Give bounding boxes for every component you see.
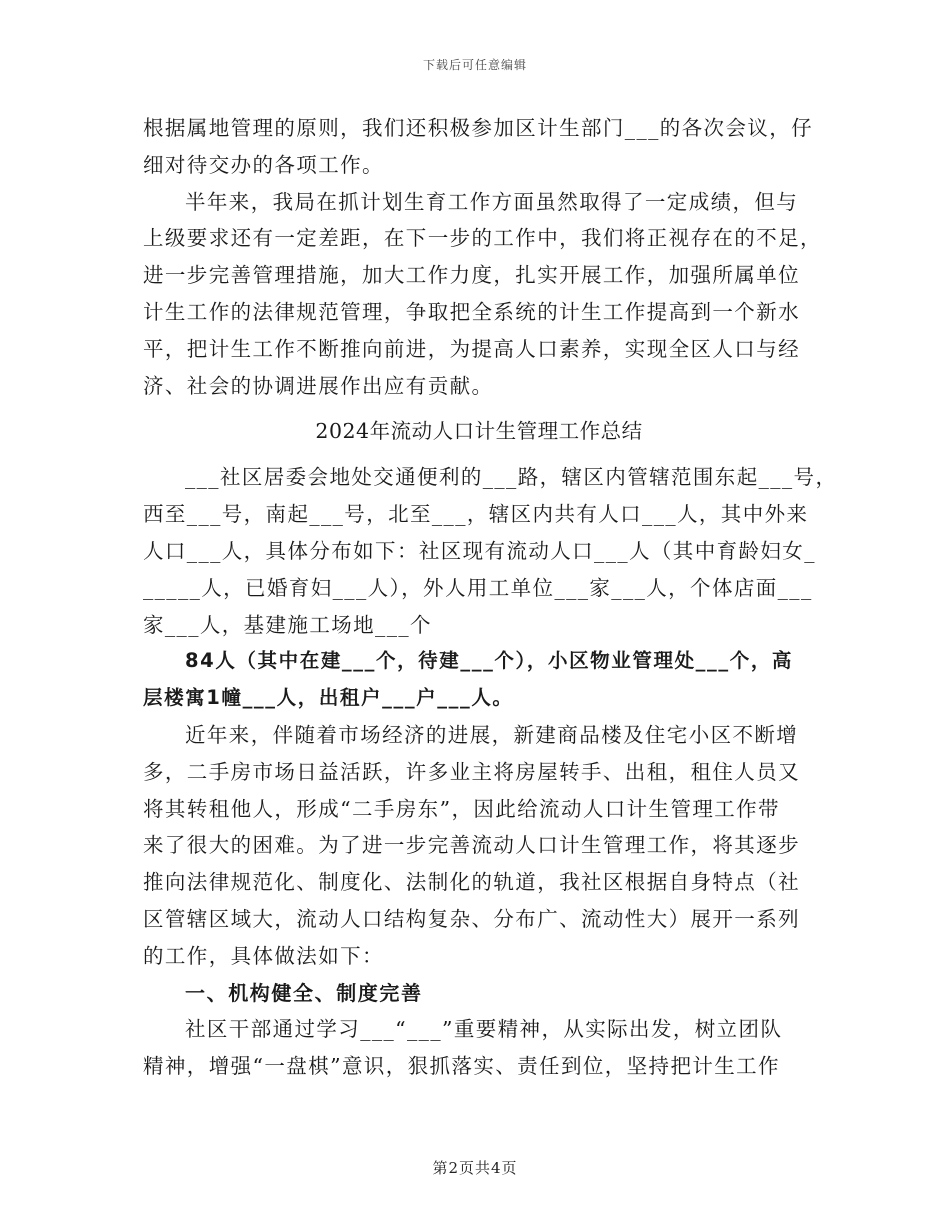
text-line: 人口___人，具体分布如下：社区现有流动人口___人（其中育龄妇女_ <box>143 538 816 563</box>
text-line: 推向法律规范化、制度化、法制化的轨道，我社区根据自身特点（社 <box>143 870 800 895</box>
text-line: 区管辖区域大，流动人口结构复杂、分布广、流动性大）展开一系列 <box>143 906 800 931</box>
text-line: 半年来，我局在抓计划生育工作方面虽然取得了一定成绩，但与 <box>185 189 799 214</box>
text-line: 将其转租他人，形成“二手房东”，因此给流动人口计生管理工作带 <box>143 796 780 821</box>
text-line: _____人，已婚育妇___人），外人用工单位___家___人，个体店面___ <box>143 575 813 600</box>
text-line: 84人（其中在建___个，待建___个），小区物业管理处___个，高 <box>185 649 794 673</box>
text-line: ___社区居委会地处交通便利的___路，辖区内管辖范围东起___号， <box>185 465 838 490</box>
text-line: 根据属地管理的原则，我们还积极参加区计生部门___的各次会议，仔 <box>143 116 814 140</box>
paragraph-4-bold <box>143 643 815 717</box>
text-line: 上级要求还有一定差距，在下一步的工作中，我们将正视存在的不足， <box>143 226 822 251</box>
text-line: 平，把计生工作不断推向前进，为提高人口素养，实现全区人口与经 <box>143 336 800 361</box>
text-line: 计生工作的法律规范管理，争取把全系统的计生工作提高到一个新水 <box>143 299 800 324</box>
section-title: 2024年流动人口计生管理工作总结 <box>315 419 643 444</box>
paragraph-2 <box>143 184 822 405</box>
page-number: 第2页共4页 <box>432 1159 518 1177</box>
text-line: 近年来，伴随着市场经济的进展，新建商品楼及住宅小区不断增 <box>185 722 799 747</box>
text-line: 多，二手房市场日益活跃，许多业主将房屋转手、出租，租住人员又 <box>143 759 800 784</box>
text-line: 家___人，基建施工场地___个 <box>143 612 432 637</box>
text-line: 济、社会的协调进展作出应有贡献。 <box>143 373 494 398</box>
page-header: 下载后可任意编辑 <box>422 58 527 72</box>
paragraph-3 <box>143 459 838 643</box>
text-line: 的工作，具体做法如下： <box>143 943 384 968</box>
text-line: 细对待交办的各项工作。 <box>143 152 384 177</box>
section-heading-1: 一、机构健全、制度完善 <box>185 980 423 1005</box>
text-line: 来了很大的困难。为了进一步完善流动人口计生管理工作，将其逐步 <box>143 833 800 858</box>
text-line: 社区干部通过学习___“___”重要精神，从实际出发，树立团队 <box>185 1017 783 1042</box>
text-line: 进一步完善管理措施，加大工作力度，扎实开展工作，加强所属单位 <box>143 263 800 288</box>
paragraph-6 <box>143 1011 815 1085</box>
paragraph-5 <box>143 717 815 975</box>
text-line: 层楼寓1幢___人，出租户___户___人。 <box>143 686 514 710</box>
paragraph-1 <box>143 110 815 184</box>
text-line: 西至___号，南起___号，北至___，辖区内共有人口___人，其中外来 <box>143 502 809 527</box>
document-body <box>143 110 838 1085</box>
text-line: 精神，增强“一盘棋”意识，狠抓落实、责任到位，坚持把计生工作 <box>143 1054 780 1079</box>
